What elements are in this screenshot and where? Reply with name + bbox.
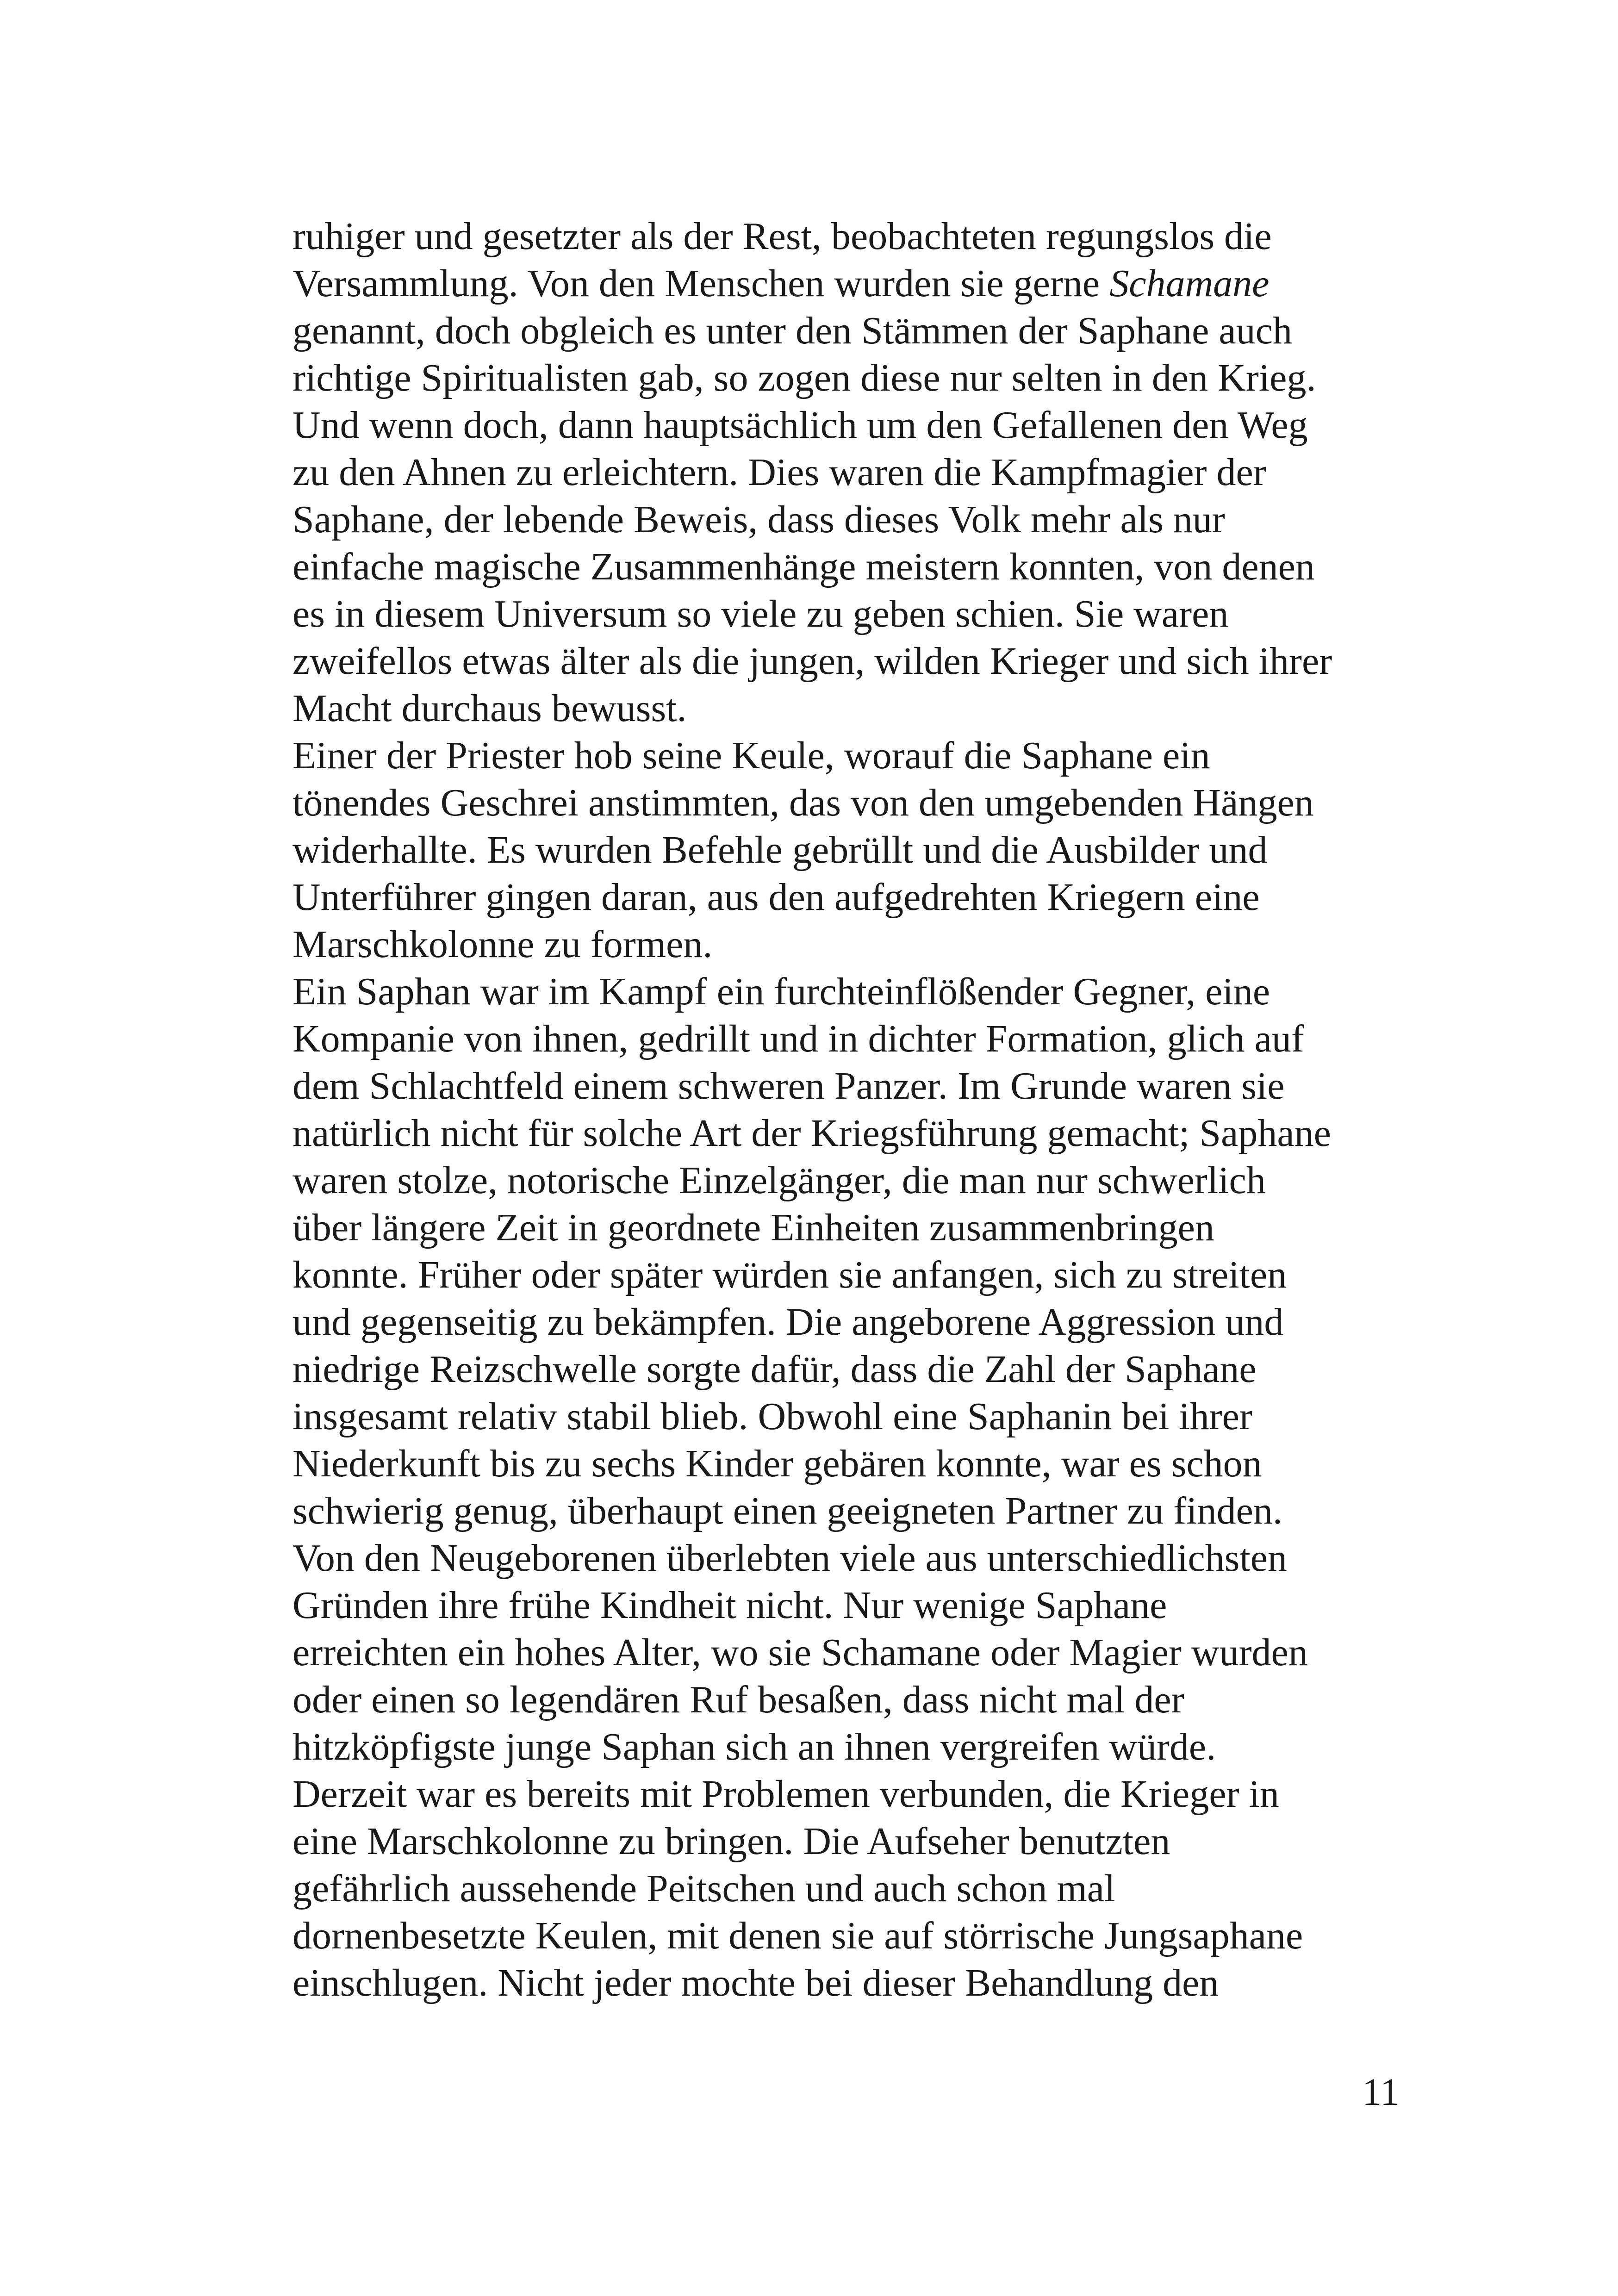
page-number: 11 bbox=[1362, 2071, 1400, 2114]
body-text bbox=[292, 213, 1403, 2007]
text-line: eine Marschkolonne zu bringen. Die Aufseher benutzten bbox=[292, 1820, 1170, 1863]
text-line: insgesamt relativ stabil blieb. Obwohl eine Saphanin bei ihrer bbox=[292, 1395, 1252, 1438]
text-line: gefährlich aussehende Peitschen und auch schon mal bbox=[292, 1867, 1115, 1910]
text-line: zu den Ahnen zu erleichtern. Dies waren die Kampfmagier der bbox=[292, 451, 1266, 494]
text-line: zweifellos etwas älter als die jungen, wilden Krieger und sich ihrer bbox=[292, 640, 1332, 683]
text-line: Derzeit war es bereits mit Problemen verbunden, die Krieger in bbox=[292, 1773, 1279, 1816]
text-line: Von den Neugeborenen überlebten viele aus unterschiedlichsten bbox=[292, 1537, 1288, 1580]
text-segment: Versammlung. Von den Menschen wurden sie gerne bbox=[292, 262, 1110, 305]
text-line: dornenbesetzte Keulen, mit denen sie auf störrische Jungsaphane bbox=[292, 1914, 1303, 1957]
text-line: dem Schlachtfeld einem schweren Panzer. Im Grunde waren sie bbox=[292, 1064, 1285, 1108]
text-line: genannt, doch obgleich es unter den Stämmen der Saphane auch bbox=[292, 309, 1292, 352]
text-line: Einer der Priester hob seine Keule, worauf die Saphane ein bbox=[292, 734, 1210, 777]
text-line: richtige Spiritualisten gab, so zogen diese nur selten in den Krieg. bbox=[292, 356, 1316, 399]
text-line: über längere Zeit in geordnete Einheiten zusammenbringen bbox=[292, 1206, 1214, 1249]
text-line: Unterführer gingen daran, aus den aufgedrehten Kriegern eine bbox=[292, 876, 1260, 919]
text-line: erreichten ein hohes Alter, wo sie Schamane oder Magier wurden bbox=[292, 1631, 1308, 1674]
text-line: waren stolze, notorische Einzelgänger, die man nur schwerlich bbox=[292, 1159, 1266, 1202]
text-line: widerhallte. Es wurden Befehle gebrüllt und die Ausbilder und bbox=[292, 828, 1268, 871]
text-line: hitzköpfigste junge Saphan sich an ihnen vergreifen würde. bbox=[292, 1725, 1216, 1768]
text-line: Kompanie von ihnen, gedrillt und in dichter Formation, glich auf bbox=[292, 1017, 1304, 1060]
text-line: konnte. Früher oder später würden sie anfangen, sich zu streiten bbox=[292, 1253, 1287, 1296]
italic-term: Schamane bbox=[1109, 262, 1270, 305]
text-line: einfache magische Zusammenhänge meistern konnten, von denen bbox=[292, 545, 1315, 588]
text-line bbox=[292, 260, 1403, 307]
text-line: und gegenseitig zu bekämpfen. Die angeborene Aggression und bbox=[292, 1300, 1284, 1344]
text-line: Gründen ihre frühe Kindheit nicht. Nur wenige Saphane bbox=[292, 1584, 1167, 1627]
text-line: tönendes Geschrei anstimmten, das von den umgebenden Hängen bbox=[292, 781, 1314, 824]
text-line: ruhiger und gesetzter als der Rest, beobachteten regungslos die bbox=[292, 215, 1272, 258]
text-line: oder einen so legendären Ruf besaßen, dass nicht mal der bbox=[292, 1678, 1184, 1721]
text-line: schwierig genug, überhaupt einen geeigneten Partner zu finden. bbox=[292, 1489, 1282, 1532]
text-line: Ein Saphan war im Kampf ein furchteinflößender Gegner, eine bbox=[292, 970, 1270, 1013]
text-line: Niederkunft bis zu sechs Kinder gebären konnte, war es schon bbox=[292, 1442, 1262, 1485]
text-line: Marschkolonne zu formen. bbox=[292, 923, 713, 966]
text-line: einschlugen. Nicht jeder mochte bei dieser Behandlung den bbox=[292, 1961, 1219, 2004]
text-line: es in diesem Universum so viele zu geben schien. Sie waren bbox=[292, 592, 1229, 635]
text-line: Saphane, der lebende Beweis, dass dieses Volk mehr als nur bbox=[292, 498, 1225, 541]
text-line: Und wenn doch, dann hauptsächlich um den Gefallenen den Weg bbox=[292, 404, 1308, 447]
text-line: niedrige Reizschwelle sorgte dafür, dass die Zahl der Saphane bbox=[292, 1348, 1257, 1391]
text-line: natürlich nicht für solche Art der Kriegsführung gemacht; Saphane bbox=[292, 1112, 1331, 1155]
text-line: Macht durchaus bewusst. bbox=[292, 687, 687, 730]
